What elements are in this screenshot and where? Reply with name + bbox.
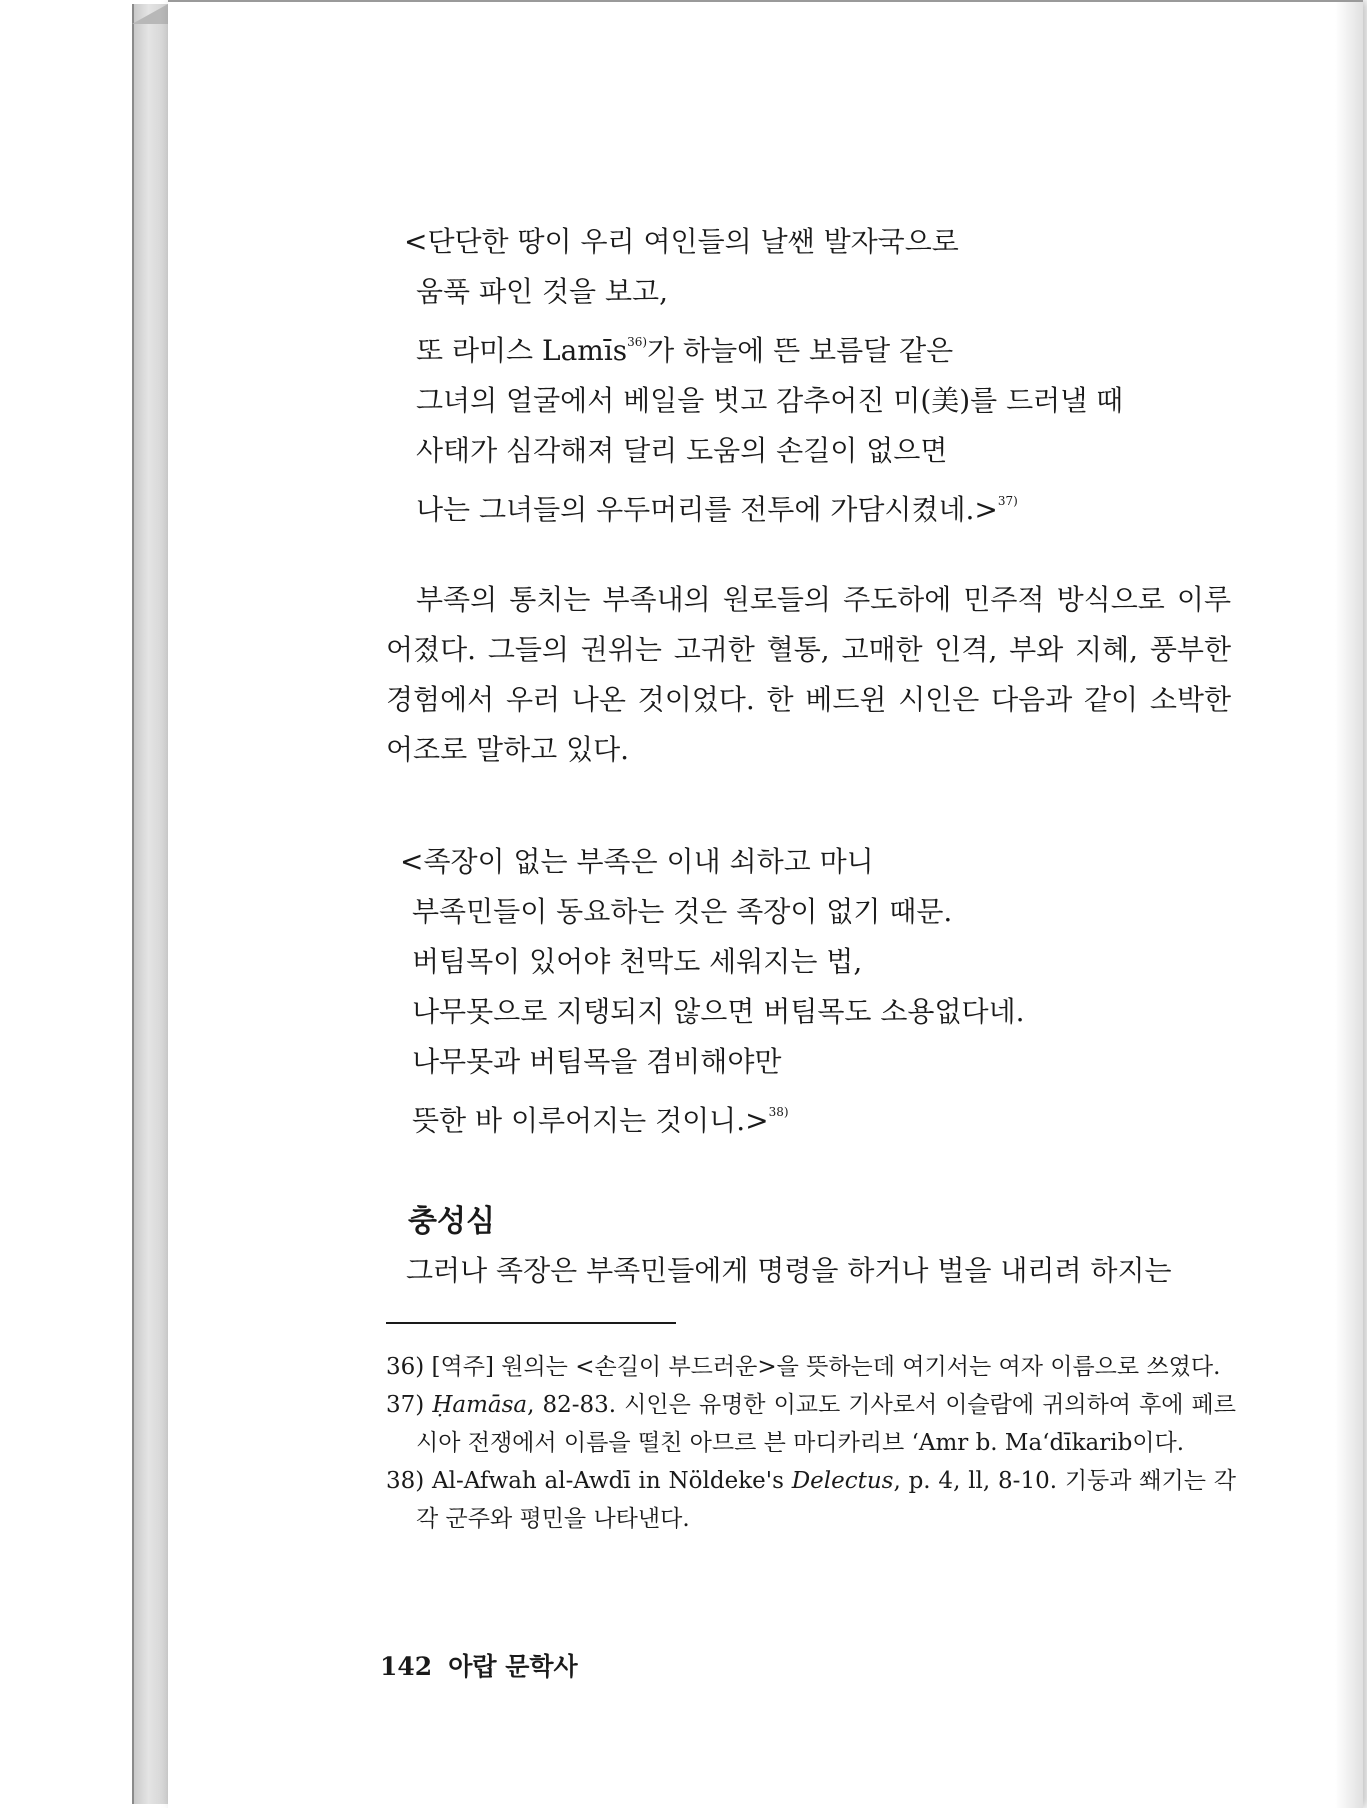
footnote-37-title: Ḥamāsa xyxy=(432,1392,528,1418)
poem1-line-2: 움푹 파인 것을 보고, xyxy=(416,275,668,308)
footnote-37 xyxy=(386,1386,1236,1462)
footnote-37-text: , 82-83. 시인은 유명한 이교도 기사로서 이슬람에 귀의하여 후에 페르시아 전쟁에서 이름을 떨친 아므르 븐 마디카리브 ʻAmr b. Maʻdīkarib이다. xyxy=(416,1392,1236,1456)
footnote-ref-37[interactable]: 37) xyxy=(997,494,1018,508)
poem2-line-6 xyxy=(400,1087,1256,1146)
poem1-line-6-text: 나는 그녀들의 우두머리를 전투에 가담시켰네.> xyxy=(416,493,998,526)
page-footer xyxy=(380,1647,594,1683)
book-spine xyxy=(132,4,170,1804)
footnote-ref-38[interactable]: 38) xyxy=(768,1105,789,1119)
poem1-line-6 xyxy=(404,476,1256,535)
page-edge-shadow xyxy=(1335,2,1363,1808)
page-content xyxy=(386,217,1256,1538)
paragraph-tribal-rule: 부족의 통치는 부족내의 원로들의 주도하에 민주적 방식으로 이루어졌다. 그들의 권위는 고귀한 혈통, 고매한 인격, 부와 지혜, 풍부한 경험에서 우러 나온 것이었다. 한 베드윈 시인은 다음과 같이 소박한 어조로 말하고 있다. xyxy=(386,583,1231,766)
footnote-38-prefix: 38) Al-Afwah al-Awdī in Nöldeke's xyxy=(386,1468,792,1494)
footnote-36: 36) [역주] 원의는 <손길이 부드러운>을 뜻하는데 여기서는 여자 이름으로 쓰였다. xyxy=(386,1354,1221,1380)
book-spine-top xyxy=(132,4,168,24)
poem-quote-1 xyxy=(404,217,1256,535)
poem1-line-3 xyxy=(404,317,1256,376)
poem2-line-5: 나무못과 버팀목을 겸비해야만 xyxy=(412,1045,782,1078)
footnote-divider xyxy=(386,1322,676,1324)
section-heading: 충성심 xyxy=(408,1204,495,1239)
poem2-line-2: 부족민들이 동요하는 것은 족장이 없기 때문. xyxy=(412,895,953,928)
footnote-ref-36[interactable]: 36) xyxy=(627,335,648,349)
poem1-line-1: <단단한 땅이 우리 여인들의 날쌘 발자국으로 xyxy=(404,225,959,258)
footnotes xyxy=(386,1348,1236,1538)
poem2-line-4: 나무못으로 지탱되지 않으면 버팀목도 소용없다네. xyxy=(412,995,1025,1028)
running-title: 아랍 문학사 xyxy=(448,1652,578,1681)
footnote-37-number: 37) xyxy=(386,1392,425,1418)
poem1-line-4: 그녀의 얼굴에서 베일을 벗고 감추어진 미(美)를 드러낼 때 xyxy=(416,384,1124,417)
poem1-line-3-text: 또 라미스 Lamīs xyxy=(416,334,628,367)
paragraph-loyalty: 그러나 족장은 부족민들에게 명령을 하거나 벌을 내리려 하지는 xyxy=(406,1254,1172,1287)
poem-quote-2 xyxy=(400,837,1256,1146)
footnote-38 xyxy=(386,1462,1236,1538)
page-number: 142 xyxy=(380,1652,433,1681)
poem1-line-3-rest: 가 하늘에 뜬 보름달 같은 xyxy=(647,334,954,367)
footnote-38-text: , p. 4, ll, 8-10. 기둥과 쐐기는 각각 군주와 평민을 나타낸다. xyxy=(416,1468,1236,1532)
footnote-38-title: Delectus xyxy=(791,1468,894,1494)
poem2-line-1: <족장이 없는 부족은 이내 쇠하고 마니 xyxy=(400,845,874,878)
poem1-line-5: 사태가 심각해져 달리 도움의 손길이 없으면 xyxy=(416,434,948,467)
poem2-line-6-text: 뜻한 바 이루어지는 것이니.> xyxy=(412,1104,769,1137)
poem2-line-3: 버팀목이 있어야 천막도 세워지는 법, xyxy=(412,945,863,978)
book-page xyxy=(168,0,1363,1808)
